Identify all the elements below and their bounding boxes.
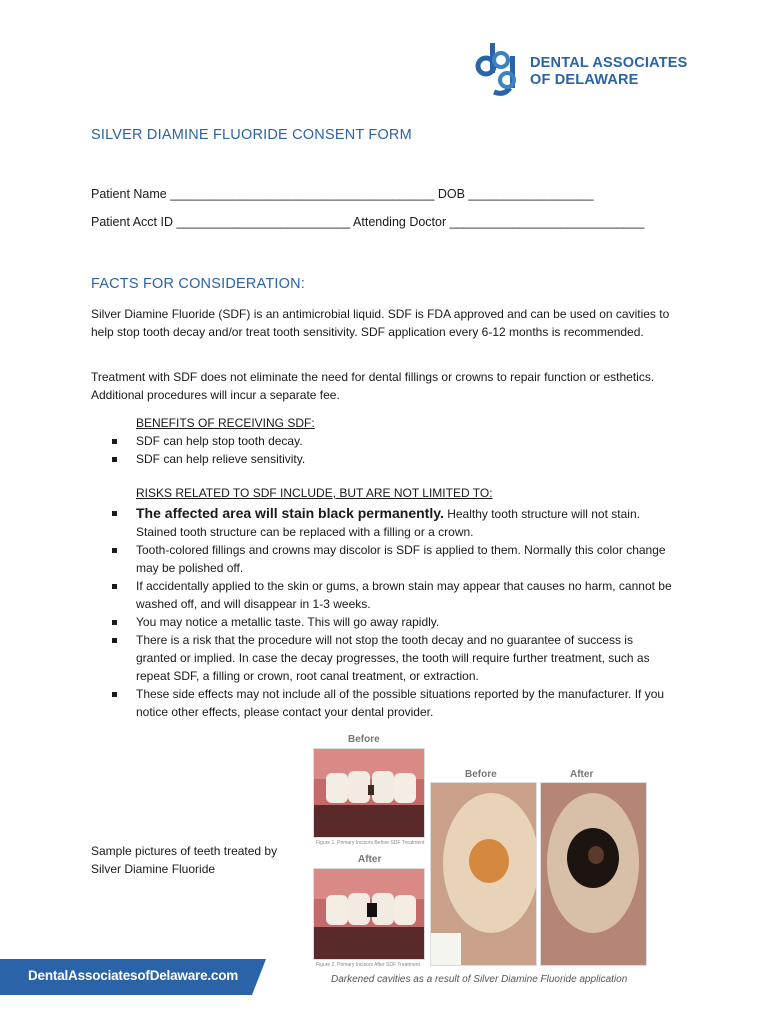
- figure2-caption: Figure 2. Primary Incisors After SDF Treatment: [316, 962, 420, 968]
- list-item: If accidentally applied to the skin or gums, a brown stain may appear that causes no harm, cannot be washed off, and will disappear in 1-3 weeks.: [110, 577, 675, 613]
- footer-website-link[interactable]: DentalAssociatesofDelaware.com: [28, 968, 239, 983]
- bullet-icon: [112, 439, 117, 444]
- list-item: SDF can help stop tooth decay.: [110, 432, 675, 450]
- photo-caption: Sample pictures of teeth treated by Silver Diamine Fluoride: [91, 844, 278, 876]
- benefits-list: [110, 432, 675, 468]
- before-teeth-photo: [313, 748, 425, 838]
- list-item: There is a risk that the procedure will not stop the tooth decay and no guarantee of success is granted or implied. In case the decay progresses, the tooth will require further treatment, such as repeat SDF, a filling or crown, root canal treatment, or extraction.: [110, 631, 675, 685]
- risks-list: [110, 504, 675, 721]
- list-item: You may notice a metallic taste. This will go away rapidly.: [110, 613, 675, 631]
- dad-monogram-icon: [474, 42, 526, 96]
- brand-name: [530, 55, 688, 89]
- facts-paragraph-2: Treatment with SDF does not eliminate the need for dental fillings or crowns to repair function or esthetics. Additional procedures will incur a separate fee.: [91, 370, 655, 402]
- bottom-caption: Darkened cavities as a result of Silver Diamine Fluoride application: [331, 974, 628, 985]
- list-item: Tooth-colored fillings and crowns may discolor is SDF is applied to them. Normally this color change may be polished off.: [110, 541, 675, 577]
- patient-name-dob-line[interactable]: Patient Name ______________________________________ DOB __________________: [91, 187, 594, 201]
- list-item: The affected area will stain black permanently. Healthy tooth structure will not stain. Stained tooth structure can be replaced with a filling or a crown.: [110, 504, 675, 541]
- risks-heading: RISKS RELATED TO SDF INCLUDE, BUT ARE NOT LIMITED TO:: [136, 486, 493, 500]
- before-closeup-photo: [430, 782, 537, 966]
- bullet-icon: [112, 584, 117, 589]
- bullet-icon: [112, 457, 117, 462]
- after-label-closeup: After: [570, 769, 594, 780]
- before-label-top: Before: [348, 734, 380, 745]
- bullet-icon: [112, 692, 117, 697]
- facts-heading: FACTS FOR CONSIDERATION:: [91, 276, 305, 292]
- bullet-icon: [112, 548, 117, 553]
- brand-logo: [474, 42, 694, 98]
- list-item: These side effects may not include all of the possible situations reported by the manufacturer. If you notice other effects, please contact your dental provider.: [110, 685, 675, 721]
- after-label-bottom: After: [358, 854, 382, 865]
- form-title: SILVER DIAMINE FLUORIDE CONSENT FORM: [91, 127, 412, 143]
- figure1-caption: Figure 1. Primary Incisors Before SDF Treatment: [316, 840, 425, 846]
- facts-paragraph-1: Silver Diamine Fluoride (SDF) is an antimicrobial liquid. SDF is FDA approved and can be used on cavities to help stop tooth decay and/or treat tooth sensitivity. SDF application every 6-12 months is recommended.: [91, 307, 670, 339]
- acct-doctor-line[interactable]: Patient Acct ID _________________________ Attending Doctor ____________________________: [91, 215, 645, 229]
- before-label-closeup: Before: [465, 769, 497, 780]
- risk-emphasis: The affected area will stain black permanently.: [136, 505, 444, 521]
- after-closeup-photo: [540, 782, 647, 966]
- list-item: SDF can help relieve sensitivity.: [110, 450, 675, 468]
- after-teeth-photo: [313, 868, 425, 960]
- bullet-icon: [112, 620, 117, 625]
- brand-line2: OF DELAWARE: [530, 72, 639, 88]
- brand-line1: DENTAL ASSOCIATES: [530, 55, 688, 71]
- bullet-icon: [112, 638, 117, 643]
- benefits-heading: BENEFITS OF RECEIVING SDF:: [136, 416, 315, 430]
- bullet-icon: [112, 511, 117, 516]
